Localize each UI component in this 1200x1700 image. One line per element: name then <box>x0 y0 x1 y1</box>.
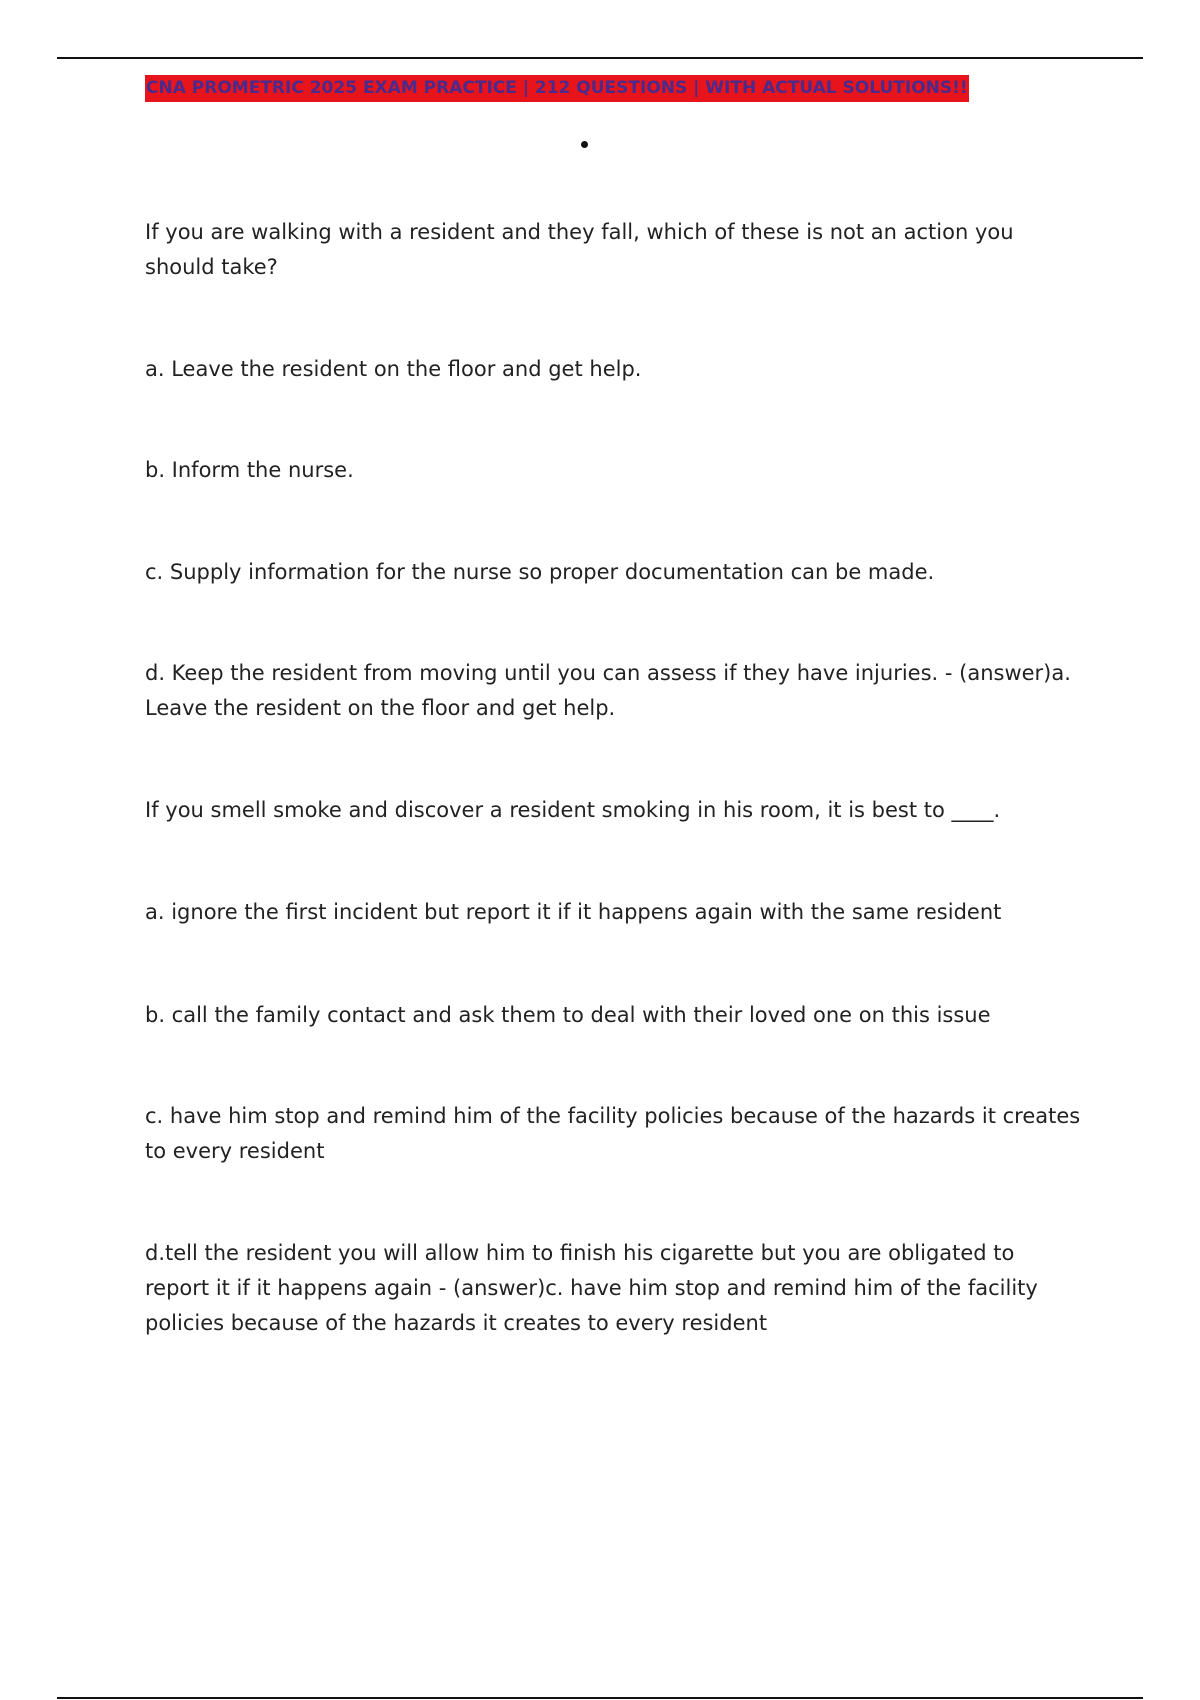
question-1-option-d-answer: d. Keep the resident from moving until you can assess if they have injuries. - (answer)a. Leave the resident on the floor and get help. <box>145 661 1071 720</box>
question-2-option-d-answer: d.tell the resident you will allow him to finish his cigarette but you are obligated to report it if it happens again - (answer)c. have him stop and remind him of the facility policies because of the hazards it creates to every resident <box>145 1241 1038 1335</box>
question-1-option-a: a. Leave the resident on the floor and get help. <box>145 357 642 381</box>
question-2-prompt: If you smell smoke and discover a resident smoking in his room, it is best to ____. <box>145 798 1001 822</box>
question-1-option-b: b. Inform the nurse. <box>145 458 354 482</box>
bottom-divider <box>57 1697 1143 1699</box>
question-2-option-b: b. call the family contact and ask them to deal with their loved one on this issue <box>145 1003 991 1027</box>
top-divider <box>57 57 1143 59</box>
bullet-point <box>581 141 588 148</box>
question-2-option-a: a. ignore the first incident but report it if it happens again with the same resident <box>145 900 1002 924</box>
question-2-option-c: c. have him stop and remind him of the facility policies because of the hazards it creates to every resident <box>145 1104 1081 1163</box>
question-1-prompt: If you are walking with a resident and they fall, which of these is not an action you should take? <box>145 220 1014 279</box>
document-title: CNA PROMETRIC 2025 EXAM PRACTICE | 212 QUESTIONS | WITH ACTUAL SOLUTIONS!! <box>145 75 969 102</box>
question-1-option-c: c. Supply information for the nurse so proper documentation can be made. <box>145 560 935 584</box>
